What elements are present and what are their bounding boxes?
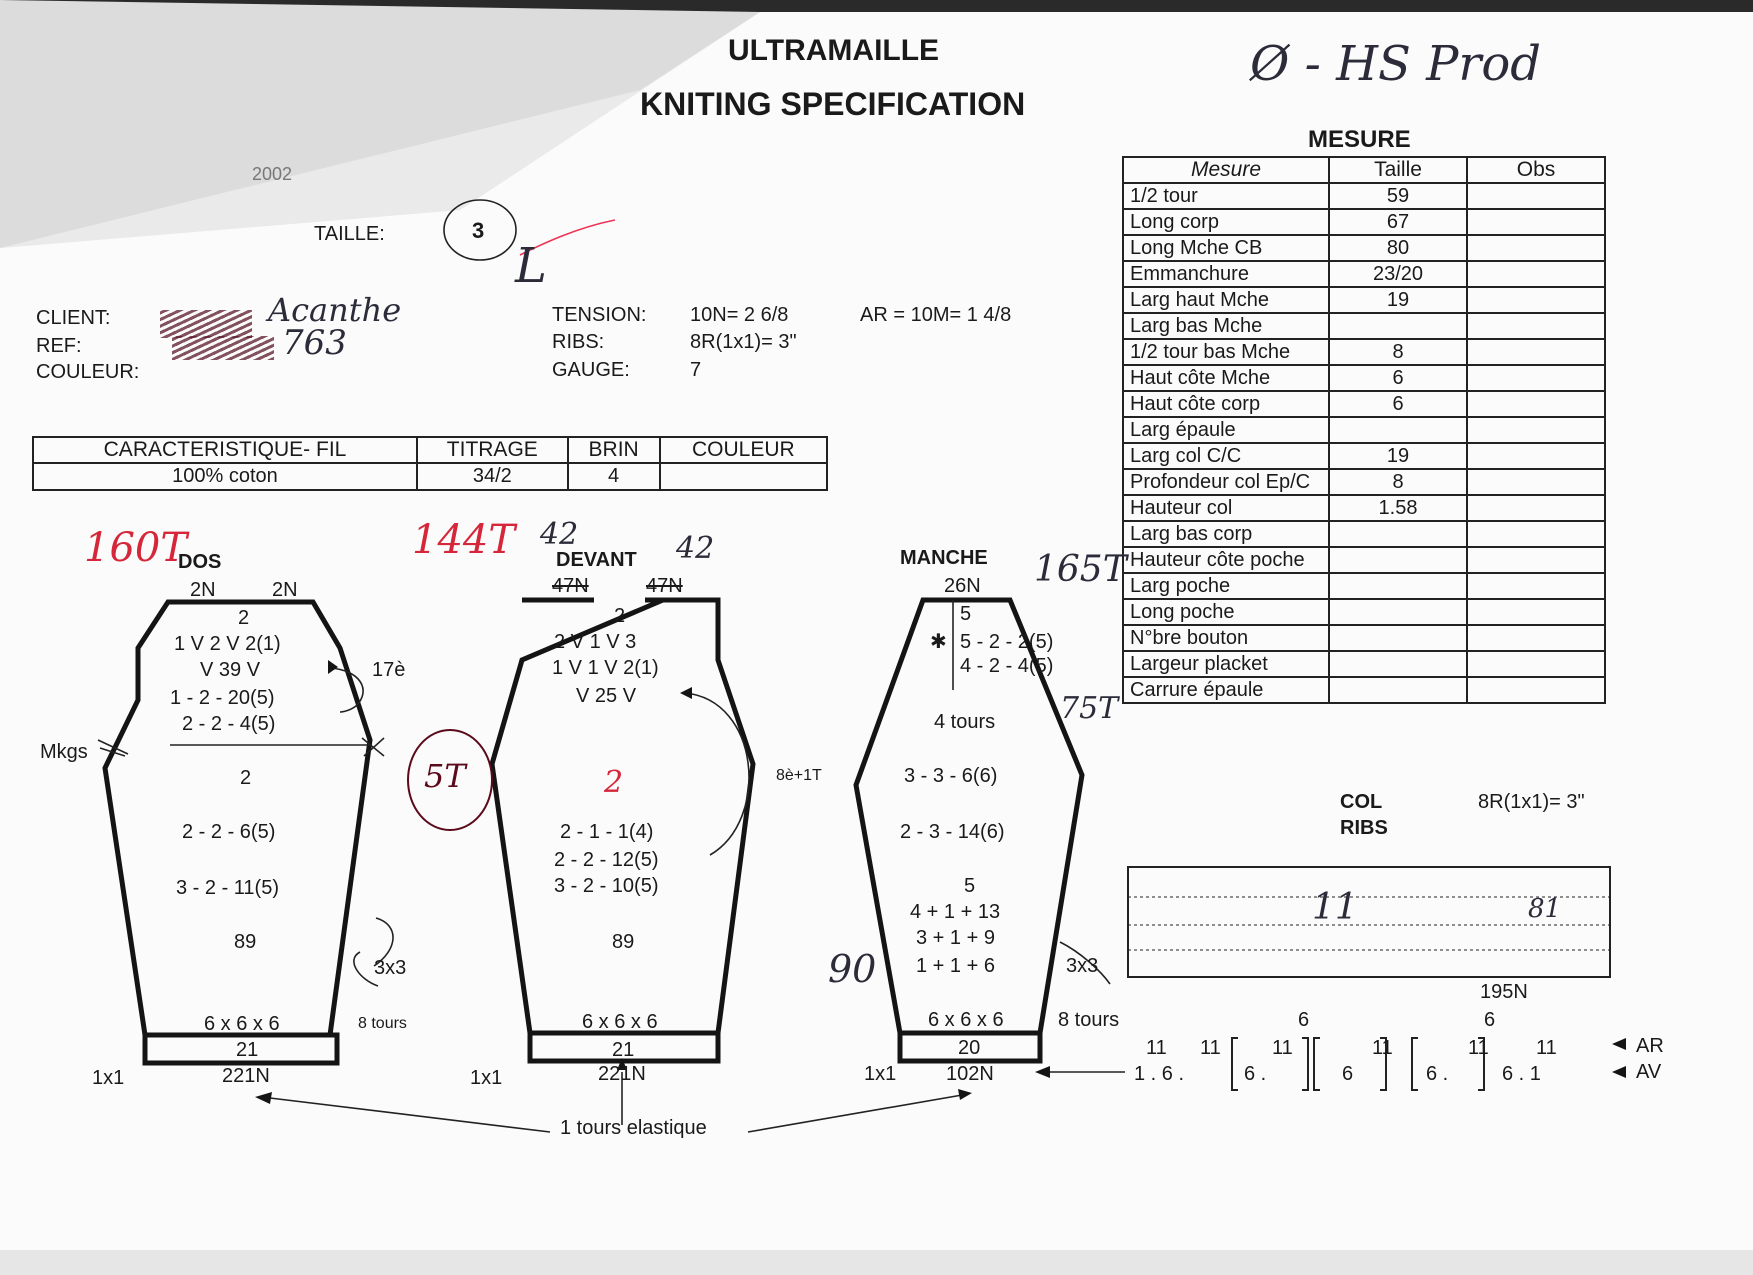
mesure-label: Carrure épaule [1123, 677, 1329, 703]
mesure-taille: 1.58 [1329, 495, 1467, 521]
mesure-label: Larg bas corp [1123, 521, 1329, 547]
mesure-label: Long corp [1123, 209, 1329, 235]
obs-header: Obs [1467, 157, 1605, 183]
manche-hand-165: 165T [1034, 549, 1127, 590]
mesure-obs [1467, 443, 1605, 469]
mesure-taille [1329, 417, 1467, 443]
ar-label: AR [1636, 1035, 1664, 1057]
devant-lower-3: 3 - 2 - 10(5) [554, 875, 659, 897]
mesure-taille: 80 [1329, 235, 1467, 261]
mesure-obs [1467, 651, 1605, 677]
manche-lower-2: 4 + 1 + 13 [910, 901, 1001, 923]
tension-value: 10N= 2 6/8 [690, 304, 789, 326]
mesure-obs [1467, 677, 1605, 703]
manche-lower-3: 3 + 1 + 9 [916, 927, 995, 949]
dos-red-note: 160T [84, 525, 188, 571]
manche-title: MANCHE [900, 547, 988, 569]
devant-title: DEVANT [556, 549, 637, 571]
taille-value: 3 [472, 218, 485, 243]
dos-line-2: 1 V 2 V 2(1) [174, 633, 281, 655]
devant-line-2: 2 V 1 V 3 [554, 631, 637, 653]
elastic-note: 1 tours elastique [560, 1117, 707, 1139]
mesure-taille: 19 [1329, 287, 1467, 313]
mesure-row [1123, 261, 1605, 287]
dos-lower-3: 3 - 2 - 11(5) [176, 877, 279, 899]
mesure-row [1123, 391, 1605, 417]
dos-side-note: 17è [372, 659, 406, 681]
col-ar-6: 11 [1536, 1037, 1557, 1059]
manche-tours: 8 tours [1058, 1009, 1120, 1031]
col-label: COL [1340, 791, 1383, 813]
taille-header: Taille [1329, 157, 1467, 183]
manche-top: 26N [944, 575, 981, 597]
mesure-obs [1467, 209, 1605, 235]
client-label: CLIENT: [36, 307, 111, 329]
mesure-obs [1467, 183, 1605, 209]
titrage-header: TITRAGE [417, 437, 568, 463]
mesure-obs [1467, 469, 1605, 495]
mesure-taille: 6 [1329, 365, 1467, 391]
mesure-row [1123, 235, 1605, 261]
manche-1x1: 1x1 [864, 1063, 897, 1085]
mesure-obs [1467, 417, 1605, 443]
devant-red-note: 144T [412, 517, 516, 563]
dos-tours: 8 tours [358, 1015, 407, 1032]
mesure-label: Long Mche CB [1123, 235, 1329, 261]
col-av-1: 1 . 6 . [1134, 1063, 1185, 1085]
col-six-2: 6 [1484, 1009, 1496, 1031]
dos-3x3: 3x3 [374, 957, 407, 979]
mesure-row [1123, 313, 1605, 339]
mesure-label: Haut côte corp [1123, 391, 1329, 417]
dos-line-1: 2 [238, 607, 250, 629]
devant-line-4: V 25 V [576, 685, 637, 707]
mesure-obs [1467, 599, 1605, 625]
dos-band-value: 21 [236, 1039, 259, 1061]
mesure-row [1123, 677, 1605, 703]
ar-tension-value: AR = 10M= 1 4/8 [860, 304, 1012, 326]
manche-lower-1: 5 [964, 875, 976, 897]
mesure-taille: 19 [1329, 443, 1467, 469]
col-av-3: 6 [1342, 1063, 1354, 1085]
mesure-taille [1329, 599, 1467, 625]
mesure-taille [1329, 651, 1467, 677]
mesure-row [1123, 443, 1605, 469]
mesure-taille: 6 [1329, 391, 1467, 417]
mesure-taille [1329, 573, 1467, 599]
dos-top-right: 2N [272, 579, 298, 601]
mesure-label: Larg bas Mche [1123, 313, 1329, 339]
col-ar-1: 11 [1146, 1037, 1167, 1059]
mesure-label: Hauteur côte poche [1123, 547, 1329, 573]
crossed-out-client [160, 310, 252, 338]
manche-3x3: 3x3 [1066, 955, 1099, 977]
mesure-row [1123, 495, 1605, 521]
devant-lower-1: 2 - 1 - 1(4) [560, 821, 654, 843]
mesure-row [1123, 469, 1605, 495]
couleur-header: COULEUR [660, 437, 827, 463]
mesure-taille [1329, 677, 1467, 703]
client-value: Acanthe [268, 291, 402, 329]
devant-band-value: 21 [612, 1039, 635, 1061]
mesure-label: Larg col C/C [1123, 443, 1329, 469]
brand-name: ULTRAMAILLE [728, 34, 940, 67]
mesure-taille [1329, 625, 1467, 651]
mesure-obs [1467, 547, 1605, 573]
fil-value: 100% coton [33, 463, 417, 490]
mesure-taille: 8 [1329, 469, 1467, 495]
devant-rib-pattern: 6 x 6 x 6 [582, 1011, 658, 1033]
mesure-label: Emmanchure [1123, 261, 1329, 287]
manche-band-value: 20 [958, 1037, 981, 1059]
devant-line-3: 1 V 1 V 2(1) [552, 657, 659, 679]
col-av-5: 6 . 1 [1502, 1063, 1541, 1085]
col-six-1: 6 [1298, 1009, 1310, 1031]
mesure-taille: 23/20 [1329, 261, 1467, 287]
mesure-row [1123, 599, 1605, 625]
mesure-obs [1467, 365, 1605, 391]
dos-lower-2: 2 - 2 - 6(5) [182, 821, 276, 843]
col-box-mark-2: 81 [1528, 894, 1562, 924]
col-ribs-label: RIBS [1340, 817, 1388, 839]
mesure-label: 1/2 tour bas Mche [1123, 339, 1329, 365]
mesure-row [1123, 365, 1605, 391]
mesure-row [1123, 651, 1605, 677]
mesure-obs [1467, 495, 1605, 521]
mesure-obs [1467, 521, 1605, 547]
dos-top-left: 2N [190, 579, 216, 601]
manche-tours-mid: 4 tours [934, 711, 996, 733]
col-ar-5: 11 [1468, 1037, 1489, 1059]
mesure-taille: 67 [1329, 209, 1467, 235]
col-av-2: 6 . [1244, 1063, 1267, 1085]
ribs-label: RIBS: [552, 331, 605, 353]
mesure-label: Haut côte Mche [1123, 365, 1329, 391]
mesure-row [1123, 625, 1605, 651]
devant-line-1: 2 [614, 605, 626, 627]
col-ar-4: 11 [1372, 1037, 1393, 1059]
dos-lower-1: 2 [240, 767, 252, 789]
mesure-label: 1/2 tour [1123, 183, 1329, 209]
handwritten-prod-note: Ø - HS Prod [1250, 36, 1541, 92]
crossed-out-ref [172, 336, 274, 360]
col-ar-3: 11 [1272, 1037, 1293, 1059]
dos-title: DOS [178, 551, 222, 573]
dos-rib-pattern: 6 x 6 x 6 [204, 1013, 280, 1035]
devant-hand-42b: 42 [676, 531, 715, 566]
mesure-label: Largeur placket [1123, 651, 1329, 677]
col-av-4: 6 . [1426, 1063, 1449, 1085]
document-title: KNITING SPECIFICATION [640, 86, 1026, 122]
mesure-taille [1329, 313, 1467, 339]
manche-line-3: 4 - 2 - 4(5) [960, 655, 1054, 677]
mesure-label: Long poche [1123, 599, 1329, 625]
mesure-obs [1467, 313, 1605, 339]
ref-value: 763 [282, 323, 347, 363]
mesure-obs [1467, 261, 1605, 287]
manche-line-2: 5 - 2 - 2(5) [960, 631, 1054, 653]
gauge-label: GAUGE: [552, 359, 630, 381]
mesure-label: Profondeur col Ep/C [1123, 469, 1329, 495]
mesure-label: Hauteur col [1123, 495, 1329, 521]
devant-lower-4: 89 [612, 931, 635, 953]
mesure-title: MESURE [1308, 126, 1411, 153]
mesure-taille [1329, 547, 1467, 573]
mesure-obs [1467, 339, 1605, 365]
mesure-header: Mesure [1123, 157, 1329, 183]
devant-right-note: 8è+1T [776, 767, 822, 784]
brin-value: 4 [568, 463, 660, 490]
mesure-obs [1467, 573, 1605, 599]
devant-bottom: 221N [598, 1063, 646, 1085]
measurement-table [1122, 156, 1606, 704]
devant-red-center: 2 [604, 765, 624, 800]
mesure-taille: 8 [1329, 339, 1467, 365]
manche-line-1: 5 [960, 603, 972, 625]
mesure-taille: 59 [1329, 183, 1467, 209]
mesure-row [1123, 547, 1605, 573]
couleur-value [660, 463, 827, 490]
mesure-row [1123, 521, 1605, 547]
dos-1x1: 1x1 [92, 1067, 125, 1089]
av-label: AV [1636, 1061, 1662, 1083]
dos-line-5: 2 - 2 - 4(5) [182, 713, 276, 735]
manche-hand-75: 75T [1060, 691, 1119, 726]
mesure-row [1123, 209, 1605, 235]
manche-mid-2: 2 - 3 - 14(6) [900, 821, 1005, 843]
devant-hand-42a: 42 [540, 517, 579, 552]
titrage-value: 34/2 [417, 463, 568, 490]
manche-bottom: 102N [946, 1063, 994, 1085]
manche-lower-4: 1 + 1 + 6 [916, 955, 995, 977]
mesure-taille [1329, 521, 1467, 547]
mesure-row [1123, 417, 1605, 443]
mkgs-label: Mkgs [40, 741, 88, 763]
manche-mid-1: 3 - 3 - 6(6) [904, 765, 998, 787]
manche-star-icon: ✱ [930, 631, 947, 653]
manche-rib-pattern: 6 x 6 x 6 [928, 1009, 1004, 1031]
col-ribs-value: 8R(1x1)= 3" [1478, 791, 1585, 813]
mesure-row [1123, 287, 1605, 313]
col-bottom-label: 195N [1480, 981, 1528, 1003]
manche-hand-90: 90 [828, 947, 877, 991]
yarn-table [32, 436, 828, 491]
taille-label: TAILLE: [314, 223, 385, 245]
devant-top-left: 47N [552, 575, 589, 597]
measurement-rows [1123, 183, 1605, 703]
devant-top-right: 47N [646, 575, 683, 597]
fil-header: CARACTERISTIQUE- FIL [33, 437, 417, 463]
mesure-obs [1467, 625, 1605, 651]
mesure-obs [1467, 235, 1605, 261]
devant-lower-2: 2 - 2 - 12(5) [554, 849, 659, 871]
couleur-label: COULEUR: [36, 361, 140, 383]
ribs-value: 8R(1x1)= 3" [690, 331, 797, 353]
mesure-label: Larg haut Mche [1123, 287, 1329, 313]
dos-line-4: 1 - 2 - 20(5) [170, 687, 275, 709]
brin-header: BRIN [568, 437, 660, 463]
tension-label: TENSION: [552, 304, 647, 326]
mesure-row [1123, 183, 1605, 209]
mesure-label: Larg épaule [1123, 417, 1329, 443]
col-ar-2: 11 [1200, 1037, 1221, 1059]
dos-bottom: 221N [222, 1065, 270, 1087]
gauge-value: 7 [690, 359, 702, 381]
col-box-mark-1: 11 [1312, 887, 1358, 928]
dos-line-3: V 39 V [200, 659, 261, 681]
mesure-label: N°bre bouton [1123, 625, 1329, 651]
date-fragment: 2002 [252, 164, 293, 184]
mesure-label: Larg poche [1123, 573, 1329, 599]
mesure-obs [1467, 287, 1605, 313]
mesure-row [1123, 573, 1605, 599]
handwritten-size: L [515, 238, 547, 294]
ref-label: REF: [36, 335, 82, 357]
mesure-obs [1467, 391, 1605, 417]
mesure-row [1123, 339, 1605, 365]
devant-1x1: 1x1 [470, 1067, 503, 1089]
devant-circled-note: 5T [424, 757, 466, 795]
dos-lower-4: 89 [234, 931, 257, 953]
